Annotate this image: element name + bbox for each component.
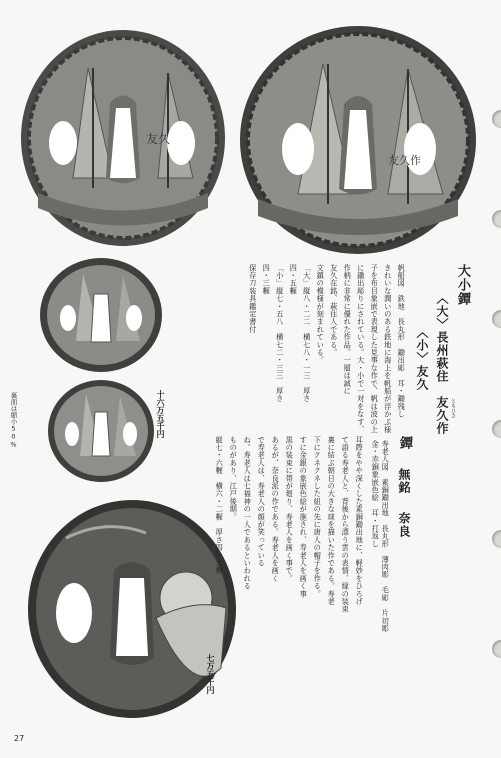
- section2-school: 奈良: [397, 512, 411, 538]
- section2-unsigned: 無銘: [397, 468, 411, 494]
- text-column: 四・三糎: [262, 264, 272, 295]
- tsuba-small-back-photo: [46, 378, 156, 484]
- binder-hole-4: [492, 420, 501, 438]
- page-number: 27: [14, 734, 25, 743]
- section1-subtitle-large: 〈大〉長州萩住: [435, 292, 449, 383]
- svg-text:友久作: 友久作: [388, 154, 421, 167]
- binder-hole-1: [492, 110, 501, 128]
- section2-subtitle: 寿老人図 素銅鋤出地 長丸形 薄肉彫 毛彫 片切彫: [381, 440, 391, 633]
- text-column: 「小」縦七・五八 横七二・三三 厚さ: [275, 264, 285, 403]
- binder-hole-6: [492, 640, 501, 658]
- section2-price: 七万五千円: [206, 654, 215, 694]
- tsuba-large-left-photo: [18, 28, 228, 248]
- tsuba-large-right-photo: [238, 24, 478, 256]
- text-column: 裏に結ぶ朝日の大きな球を描いた作である。寿老: [327, 436, 337, 606]
- text-column: きれいな潤いのある鉄地に海上を帆船が浮かぶ様: [383, 264, 393, 434]
- text-column: すに金銀の象嵌色絵が施され、寿老人を画く事: [299, 436, 309, 598]
- text-column: ものがあり、江戸後期。: [229, 436, 239, 521]
- section1-subtitle-name: 友久作: [435, 396, 449, 435]
- text-column: 耳際をやや深くした素銅鋤出地に、軽妙をひろげ: [355, 436, 365, 606]
- text-column: ね。寿老人は七福神の一人であるといわれる: [243, 436, 253, 590]
- svg-text:友久: 友久: [146, 132, 171, 146]
- section1-ruby: ともひさ: [450, 398, 456, 418]
- text-column: に鋤出彫りにされている。大・小で一対をなす、: [356, 264, 366, 434]
- text-column: て語る寿老人と、背後から漂う雲の表情、縁の装束: [341, 436, 351, 614]
- binder-hole-3: [492, 310, 501, 328]
- reverse-note: 裏面は縮小50%: [9, 392, 18, 449]
- section2-subtitle2: 金・赤銅象嵌色絵 耳・打返し: [371, 440, 381, 548]
- section1-price: 十六万五千円: [156, 390, 165, 438]
- section2-heading: 鐔: [397, 436, 412, 450]
- text-column: 保存刀装具鑑定書付: [248, 264, 258, 334]
- binder-hole-2: [492, 210, 501, 228]
- text-column: 友久在銘、萩住人である。: [329, 264, 339, 357]
- text-column: 帆船図 鉄地 長丸形 鋤出彫 耳・鋤残し: [397, 264, 407, 418]
- text-column: 縦七・六糎 横六・二糎 厚さ四・九糎: [215, 436, 225, 575]
- text-column: 黒の装束に帯が廻り、寿老人を画く事で。: [285, 436, 295, 583]
- section1-subtitle-small: 〈小〉友久: [415, 326, 429, 391]
- text-column: あるが、奈良派の作である。寿老人を画く: [271, 436, 281, 583]
- text-column: 下にクネクネした紐の先に唐人の帽子を作る。: [313, 436, 323, 598]
- binder-hole-5: [492, 530, 501, 548]
- text-column: 子を布目象嵌で表現した見事な作で、帆は波の上: [370, 264, 380, 434]
- text-column: 四・五糎: [289, 264, 299, 295]
- section1-heading: 大小鐔: [455, 264, 470, 306]
- text-column: 文鎮の模様が刻まれている。: [316, 264, 326, 365]
- text-column: 「大」縦八・二二 横七八・一三 厚さ: [302, 264, 312, 403]
- tsuba-small-front-photo: [38, 256, 164, 374]
- text-column: 作柄に非常に優れた作品。一層は誠に: [343, 264, 353, 395]
- text-column: で寿老人は、寿老人の顔が笑っている: [257, 436, 267, 567]
